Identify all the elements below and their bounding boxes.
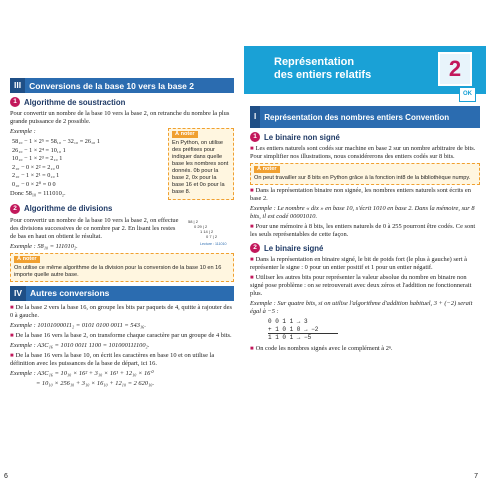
bullet-icon: ■ bbox=[250, 146, 254, 152]
section-heading bbox=[10, 286, 234, 301]
calc-line: 2₁₀ − 1 × 2¹ = 0₁₀ 1 bbox=[12, 172, 60, 180]
section-title: Autres conversions bbox=[30, 288, 110, 299]
paragraph: ■ Utiliser les autres bits pour représenter la valeur absolue du nombre en binaire non signé pose problème : on se retrouverait avec deux zéros et l'addition ne fonctionnerait plus. bbox=[250, 274, 472, 297]
subsection-title: Algorithme de divisions bbox=[24, 204, 113, 214]
chapter-number: 2 bbox=[438, 52, 472, 86]
paragraph: ■ Dans la représentation en binaire signé, le bit de poids fort (le plus à gauche) sert à représenter le signe : 0 pour un entier positif et 1 pour un entier négatif. bbox=[250, 256, 467, 271]
bullet-icon: ■ bbox=[250, 257, 254, 263]
binary-line: 0 0 1 1 → 3 bbox=[268, 318, 308, 325]
paragraph: ■ Dans la représentation binaire non signée, les nombres entiers naturels sont écrits en base 2. bbox=[250, 187, 471, 202]
subsection-number: 1 bbox=[10, 97, 20, 107]
page-number: 6 bbox=[4, 473, 8, 480]
calc-line: 26₁₀ − 1 × 2⁴ = 10₁₀ 1 bbox=[12, 146, 66, 154]
svg-text:1 14 | 2: 1 14 | 2 bbox=[200, 228, 214, 234]
section-number: III bbox=[10, 78, 25, 93]
section-title: Représentation des nombres entiers Convention bbox=[264, 112, 450, 122]
subsection-title: Algorithme de soustraction bbox=[24, 97, 126, 107]
note-title: À noter bbox=[14, 256, 40, 263]
ok-tag: OK bbox=[459, 87, 476, 102]
subsection-heading bbox=[10, 204, 234, 214]
subsection-number: 1 bbox=[250, 132, 260, 142]
division-diagram bbox=[186, 217, 232, 247]
subsection-number: 2 bbox=[250, 243, 260, 253]
paragraph: ■ De la base 16 vers la base 2, on transforme chaque caractère par un groupe de 4 bits. bbox=[10, 331, 232, 339]
bullet-icon: ■ bbox=[10, 304, 14, 311]
note-text: On peut travailler sur 8 bits en Python grâce à la fonction int8 de la bibliothèque numpy. bbox=[254, 175, 471, 181]
paragraph: ■ Pour une mémoire à 8 bits, les entiers naturels de 0 à 255 pourront être codés. Ce sont les seuls représentables de cette façon. bbox=[250, 223, 476, 238]
paragraph: ■ On code les nombres signés avec le complément à 2ⁿ. bbox=[250, 344, 393, 352]
paragraph: ■ De la base 2 vers la base 16, on groupe les bits par paquets de 4, quitte à rajouter des 0 à gauche. bbox=[10, 303, 232, 319]
section-heading bbox=[250, 106, 480, 128]
note-box bbox=[250, 163, 480, 185]
left-page bbox=[0, 0, 240, 486]
svg-text:0 29 | 2: 0 29 | 2 bbox=[194, 223, 208, 229]
section-heading bbox=[10, 78, 234, 93]
example: Exemple : A3C₁₆ = 1010 0011 1100 = 101000111100₂. bbox=[10, 341, 150, 349]
paragraph: ■ Les entiers naturels sont codés sur machine en base 2 sur un nombre arbitraire de bits. Pour simplifier nos illustrations, nous considérerons des entiers codés sur 8 bits. bbox=[250, 145, 476, 160]
note-text: On utilise ce même algorithme de la division pour la conversion de la base 10 en 16 importe quelle autre base. bbox=[14, 264, 222, 278]
subsection-number: 2 bbox=[10, 204, 20, 214]
subsection-heading bbox=[250, 243, 480, 253]
example: Exemple : Le nombre « dix » en base 10, s'écrit 1010 en base 2. Dans la mémoire, sur 8 bits, il est codé 00001010. bbox=[250, 205, 475, 220]
binary-line: + 1 0 1 0 → −2 bbox=[268, 326, 338, 335]
example-label: Exemple : bbox=[10, 128, 36, 135]
paragraph: Pour convertir un nombre de la base 10 vers la base 2, on effectue des divisions successives de ce nombre par 2. En lisant les restes de bas en haut on obtient le résultat. bbox=[10, 216, 179, 240]
bullet-icon: ■ bbox=[250, 224, 254, 230]
svg-text:0 7 | 2: 0 7 | 2 bbox=[206, 233, 218, 239]
paragraph: Pour convertir un nombre de la base 10 vers la base 2, on retranche du nombre la plus grande puissance de 2 possible. bbox=[10, 110, 230, 125]
calc-line: 58₁₀ − 1 × 2⁵ = 58₁₀ − 32₁₀ = 26₁₀ 1 bbox=[12, 138, 100, 145]
chapter-title-line: des entiers relatifs bbox=[274, 69, 372, 81]
subsection-heading bbox=[10, 97, 234, 107]
svg-text:58 | 2: 58 | 2 bbox=[188, 218, 198, 224]
right-page bbox=[244, 0, 486, 486]
section-number: I bbox=[250, 106, 260, 128]
note-box bbox=[10, 253, 234, 282]
subsection-title: Le binaire signé bbox=[264, 243, 324, 253]
example: Exemple : 10101000011₂ = 0101 0100 0011 = 543₁₆. bbox=[10, 321, 146, 329]
bullet-icon: ■ bbox=[250, 188, 254, 194]
calc-line: 10₁₀ − 1 × 2³ = 2₁₀ 1 bbox=[12, 155, 63, 163]
example: = 10₁₀ × 256₁₀ + 3₁₀ × 16₁₀ + 12₁₀ = 2 620₁₀. bbox=[36, 379, 155, 387]
section-number: IV bbox=[10, 286, 26, 301]
bullet-icon: ■ bbox=[250, 345, 254, 352]
paragraph: ■ De la base 16 vers la base 10, on écrit les caractères en base 10 et on utilise la définition avec les puissances de la base de départ, ici 16. bbox=[10, 351, 215, 367]
example: Exemple : A3C₁₆ = 10₁₀ × 16² + 3₁₀ × 16¹ + 12₁₀ × 16⁰ bbox=[10, 369, 153, 377]
bullet-icon: ■ bbox=[10, 332, 14, 339]
example: Exemple : Sur quatre bits, si on utilise l'algorithme d'addition habituel, 3 + (−2) serait égal à −5 : bbox=[250, 300, 473, 315]
calc-line: 2₁₀ − 0 × 2² = 2₁₀ 0 bbox=[12, 163, 60, 171]
bullet-icon: ■ bbox=[10, 352, 14, 359]
note-title: À noter bbox=[172, 131, 198, 138]
bullet-icon: ■ bbox=[250, 275, 254, 281]
subsection-title: Le binaire non signé bbox=[264, 132, 340, 142]
note-text: En Python, on utilise des préfixes pour indiquer dans quelle base les nombres sont donnés. 0b pour la base 2, 0x pour la base 16 et 0o pour la base 8. bbox=[172, 140, 229, 195]
example: Exemple : 58₁₀ = 111010₂. bbox=[10, 242, 78, 250]
chapter-title-band bbox=[244, 46, 486, 97]
subsection-heading bbox=[250, 132, 480, 142]
conclusion: Donc 58₁₀ = 111010₂. bbox=[10, 189, 66, 197]
note-title: À noter bbox=[254, 166, 280, 173]
page-number: 7 bbox=[474, 473, 478, 480]
lecture-label: Lecture : 111010 bbox=[200, 241, 227, 246]
note-box bbox=[168, 128, 234, 200]
chapter-title-line: Représentation bbox=[274, 56, 355, 68]
calc-line: 0₁₀ − 0 × 2⁰ = 0 0 bbox=[12, 180, 56, 188]
section-title: Conversions de la base 10 vers la base 2 bbox=[29, 80, 194, 91]
binary-line: 1 1 0 1 → −5 bbox=[268, 334, 312, 341]
